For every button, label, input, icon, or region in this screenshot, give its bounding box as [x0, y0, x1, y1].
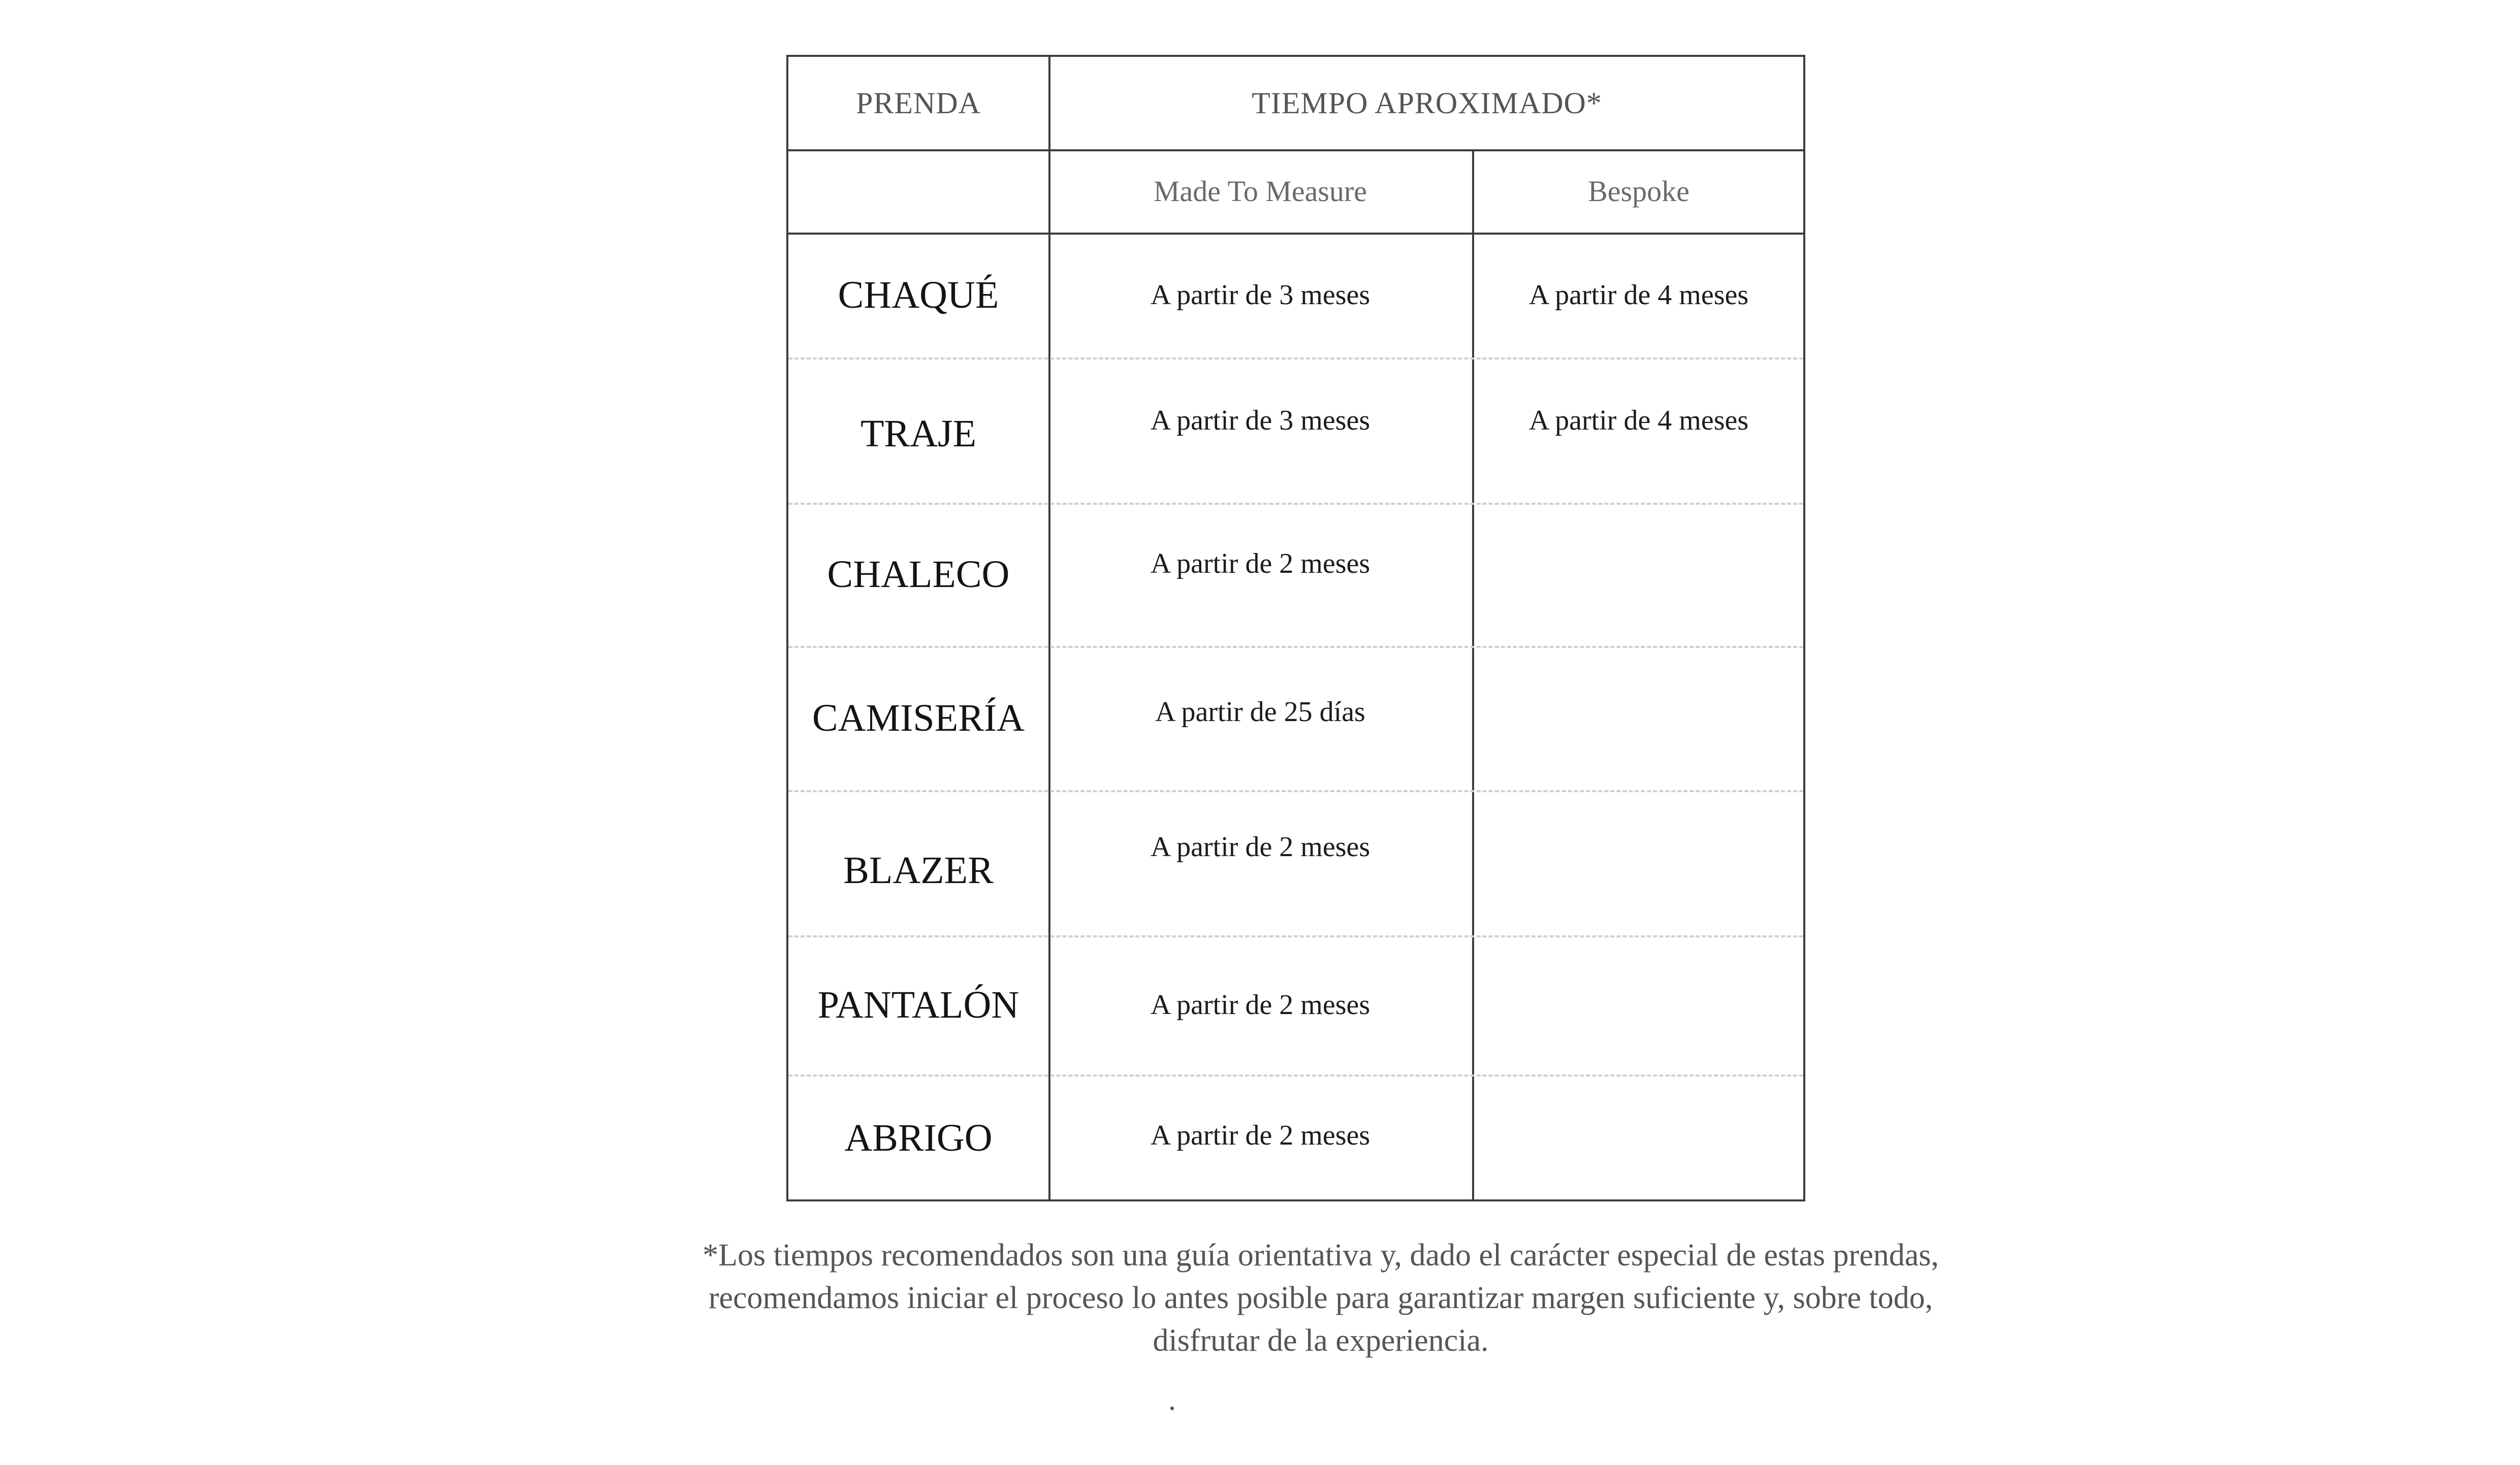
header-divider-left — [788, 149, 1048, 151]
bespoke-time-cell: A partir de 4 meses — [1528, 279, 1749, 311]
delivery-times-table — [786, 55, 1805, 1201]
garment-cell: CAMISERÍA — [812, 696, 1025, 739]
mtm-time-cell: A partir de 2 meses — [1150, 1120, 1370, 1151]
garment-cell: TRAJE — [860, 412, 976, 455]
garment-cell: CHALECO — [827, 552, 1010, 596]
bespoke-time-cell — [1472, 790, 1805, 935]
bespoke-time-cell — [1472, 646, 1805, 790]
garment-cell: CHAQUÉ — [838, 273, 999, 316]
header-approx-time: TIEMPO APROXIMADO* — [1252, 86, 1602, 120]
mtm-time-cell: A partir de 2 meses — [1150, 548, 1370, 579]
garment-cell: PANTALÓN — [817, 983, 1019, 1026]
mtm-time-cell: A partir de 3 meses — [1150, 279, 1370, 311]
garment-cell: BLAZER — [843, 849, 994, 892]
footnote — [559, 1234, 2083, 1362]
subheader-made-to-measure: Made To Measure — [1153, 174, 1367, 208]
bespoke-time-cell: A partir de 4 meses — [1528, 405, 1749, 436]
footnote-line: disfrutar de la experiencia. — [1153, 1323, 1489, 1358]
bespoke-time-cell — [1472, 935, 1805, 1075]
trailing-mark: . — [1168, 1383, 1176, 1416]
bespoke-time-cell — [1472, 1075, 1805, 1201]
mtm-time-cell: A partir de 2 meses — [1150, 989, 1370, 1021]
garment-cell: ABRIGO — [844, 1116, 993, 1159]
subheader-bespoke: Bespoke — [1588, 174, 1689, 208]
mtm-time-cell: A partir de 2 meses — [1150, 831, 1370, 863]
header-garment: PRENDA — [855, 86, 981, 120]
footnote-line: recomendamos iniciar el proceso lo antes posible para garantizar margen suficiente y, sobre todo, — [708, 1281, 1933, 1315]
bespoke-time-cell — [1472, 503, 1805, 646]
mtm-time-cell: A partir de 3 meses — [1150, 405, 1370, 436]
footnote-line: *Los tiempos recomendados son una guía orientativa y, dado el carácter especial de estas prendas, — [703, 1238, 1939, 1273]
mtm-time-cell: A partir de 25 días — [1155, 696, 1365, 728]
